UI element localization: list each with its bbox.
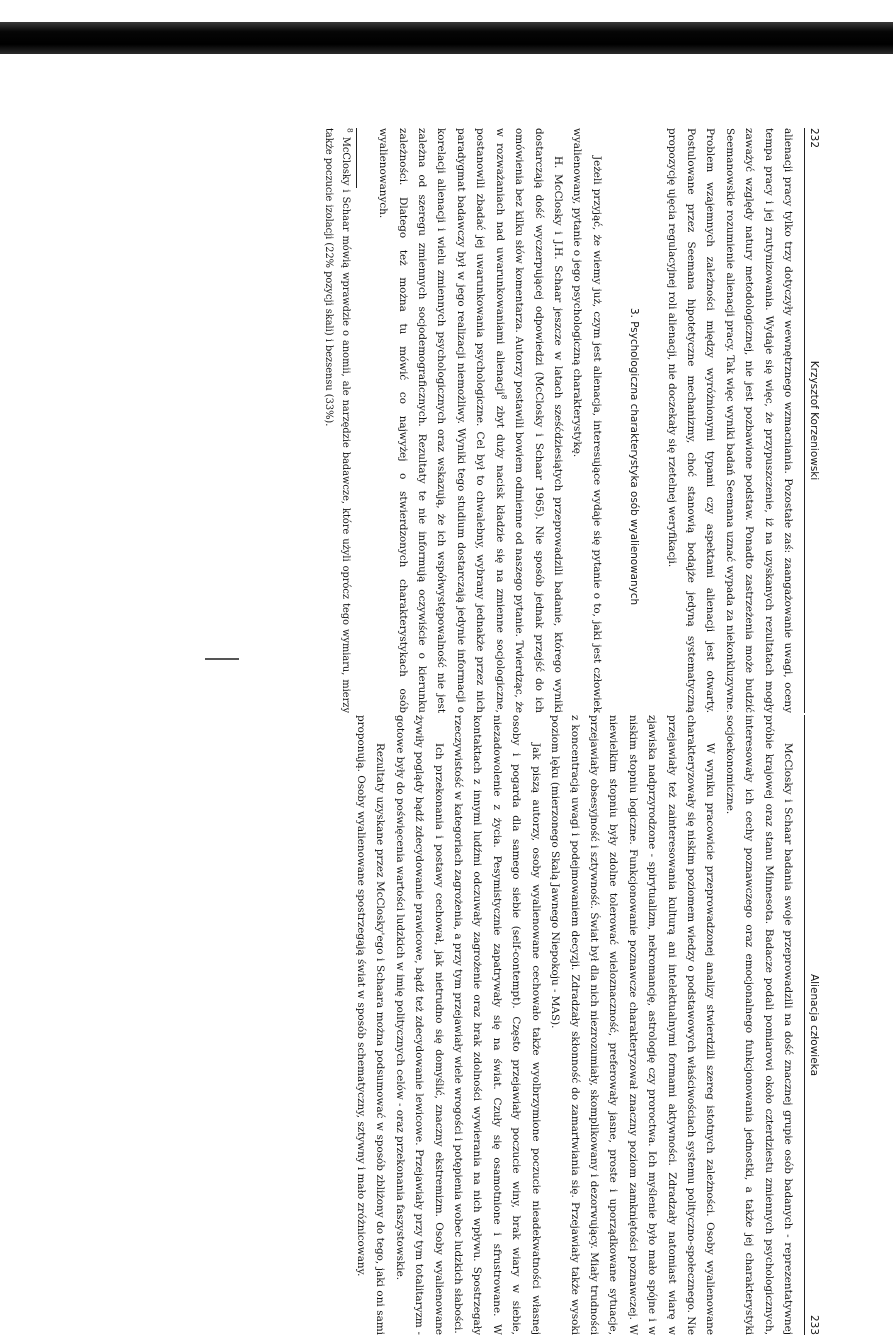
running-title: Alienacja człowieka	[808, 973, 820, 1077]
paragraph: Ich przekonania i postawy cechował, jak nietrudno się domyślić, znaczny ekstremizm. Osoby wyalienowane żywiły poglądy bądź zdecydowanie prawicowe, bądź też zdecydowanie lewicowe. Przejawiały przy tym totalitaryzm - gotowe były do poświęcenia wartości ludzkich w imię politycznych celów - oraz przekonania faszystowskie.	[393, 715, 445, 1335]
footnote	[320, 128, 354, 713]
paragraph-text: H. McClosky i J.H. Schaar jeszcze w latach sześćdziesiątych przeprowadzili badanie, którego wyniki dostarczają dość wyczerpującej odpowiedzi (McClosky i Schaar 1965). Nie sposób jednak przejść do ich omówienia bez kilku słów komentarza. Autorzy postawili bowiem odmienne od naszego pytanie. Twierdząc, że w rozważaniach nad uwarunkowaniami alienacji	[493, 128, 564, 713]
paragraph	[373, 128, 567, 713]
paragraph: alienacji pracy tylko trzy dotyczyły wewnętrznego wzmacniania. Pozostałe zaś: zaangażowanie uwagi, oceny tempa pracy i jej zrutynizowania. Wydaje się więc, że przypuszczenie, iż na uzyskanych rezultatach mogły zaważyć względy natury metodologicznej, nie jest pozbawione podstaw. Ponadto zastrzeżenia może budzić Seemanowskie rozumienie alienacji pracy. Tak więc wyniki badań Seemana uznać wypada za niekonkluzywne. Problem wzajemnych zależności między wyróżnionymi typami czy aspektami alienacji jest otwarty. Postulowane przez Seemana hipotetyczne mechanizmy, choć stanowią bodajże jedyną systematyczną propozycję ujęcia regulacyjnej roli alienacji, nie doczekały się rzetelnej weryfikacji.	[665, 128, 794, 713]
paragraph: Rezultaty uzyskane przez McClosky'ego i Schaara można podsumować w sposób zbliżony do tego, jaki oni sami proponują. Osoby wyalienowane spostrzegają świat w sposób schematyczny, sztywny i mało zróżnicowany.	[355, 715, 387, 1335]
running-header	[803, 715, 825, 1335]
page-233	[95, 715, 825, 1335]
footnote-reference: 8	[499, 394, 509, 400]
paragraph: McClosky i Schaar badania swoje przeprowadzili na dość znacznej grupie osób badanych - reprezentatywnej próbie krajowej oraz stanu Minnesota. Badacze podali pomiarowi około czterdziestu zmiennych psychologicznych, interesowały ich cechy poznawczego oraz emocjonalnego funkcjonowania jednostki, a także jej charakterystyki socjoekonomiczne.	[723, 715, 794, 1335]
footnote-text: McClosky i Schaar mówią wprawdzie o anomii, ale narzędzie badawcze, które użyli oprócz tego wymiaru, mierzy także poczucie izolacji (22% pozycji skali) i bezsensu (33%).	[322, 128, 351, 713]
footnote-mark: 8	[345, 128, 355, 133]
page-232	[75, 128, 825, 713]
footnote-rule	[356, 128, 357, 188]
section-heading: 3. Psychologiczna charakterystyka osób wyalienowanych	[628, 308, 641, 606]
paragraph: Jeżeli przyjąć, że wiemy już, czym jest alienacja, interesujące wydaje się pytanie o to, jaki jest człowiek wyalienowany, pytanie o jego psychologiczną charakterystykę.	[571, 128, 603, 713]
paragraph: W wyniku pracowicie przeprowadzonej analizy stwierdzili szereg istotnych zależności. Osoby wyalienowane charakteryzowały się niskim poziomem wiedzy o podstawowych właściwościach systemu polityczno-społecznego. Nie przejawiały też zainteresowania kulturą ani intelektualnymi formami aktywności. Zdradzały natomiast wiarę w zjawiska nadprzyrodzone - spirytualizm, nekromancję, astrologię czy proroctwa. Ich myślenie było mało spójne i w niskim stopniu logiczne. Funkcjonowanie poznawcze charakteryzował znaczny poziom zamkniętości poznawczej. W niewielkim stopniu były zdolne tolerować wieloznaczność, preferowały jasne, proste i uporządkowane sytuacje, przejawiały obsesyjność i sztywność. Świat był dla nich niezrozumiały, skomplikowany i dezorwujący. Miały trudności z koncentracją uwagi i podejmowaniem decyzji. Zdradzały skłonność do zamartwiania się. Przejawiały także wysoki poziom lęku (mierzonego Skalą Jawnego Niepokoju - MAS).	[549, 715, 717, 1335]
page-body	[320, 128, 797, 713]
page-body	[351, 715, 797, 1335]
header-rule	[804, 128, 805, 713]
scan-header-band	[0, 22, 893, 54]
paragraph: Jak piszą autorzy, osoby wyalienowane cechowało także wyolbrzymione poczucie nieadekwatności własnej osoby i pogarda dla samego siebie (self-contempt). Często przejawiały poczucie winy, brak wiary w siebie, niezadowolenie z życia. Pesymistycznie zapatrywały się na świat. Czuły się osamotnione i sfrustrowane. W kontaktach z innymi ludźmi odczuwały zagrożenie oraz brak zdolności wywierania na nich wpływu. Spostrzegały rzeczywistość w kategoriach zagrożenia, a przy tym przejawiały wiele wrogości i potępienia wobec ludzkich słabości.	[452, 715, 542, 1335]
running-header	[803, 128, 825, 713]
paragraph-text: zbyt duży nacisk kładzie się na zmienne socjologiczne, postanowili zbadać jej uwarunkowania psychologiczne. Cel był to chwalebny, wybrany jednakże przez nich paradygmat badawczy był w jego realizacji niemożliwy. Wyniki tego studium dostarczają jedynie informacji o korelacji alienacji i wielu zmiennych psychologicznych oraz wskazują, że ich współwystępowalność nie jest zależna od szeregu zmiennych socjodemograficznych. Rezultaty te nie informują oczywiście o kierunku zależności. Dlatego też można tu mówić co najwyżej o stwierdzonych charakterystykach osób wyalienowanych.	[377, 128, 506, 713]
running-title: Krzysztof Korzeniowski	[808, 360, 820, 481]
page-number: 233	[808, 1314, 820, 1335]
page-number: 232	[808, 128, 820, 149]
header-rule	[804, 715, 805, 1335]
